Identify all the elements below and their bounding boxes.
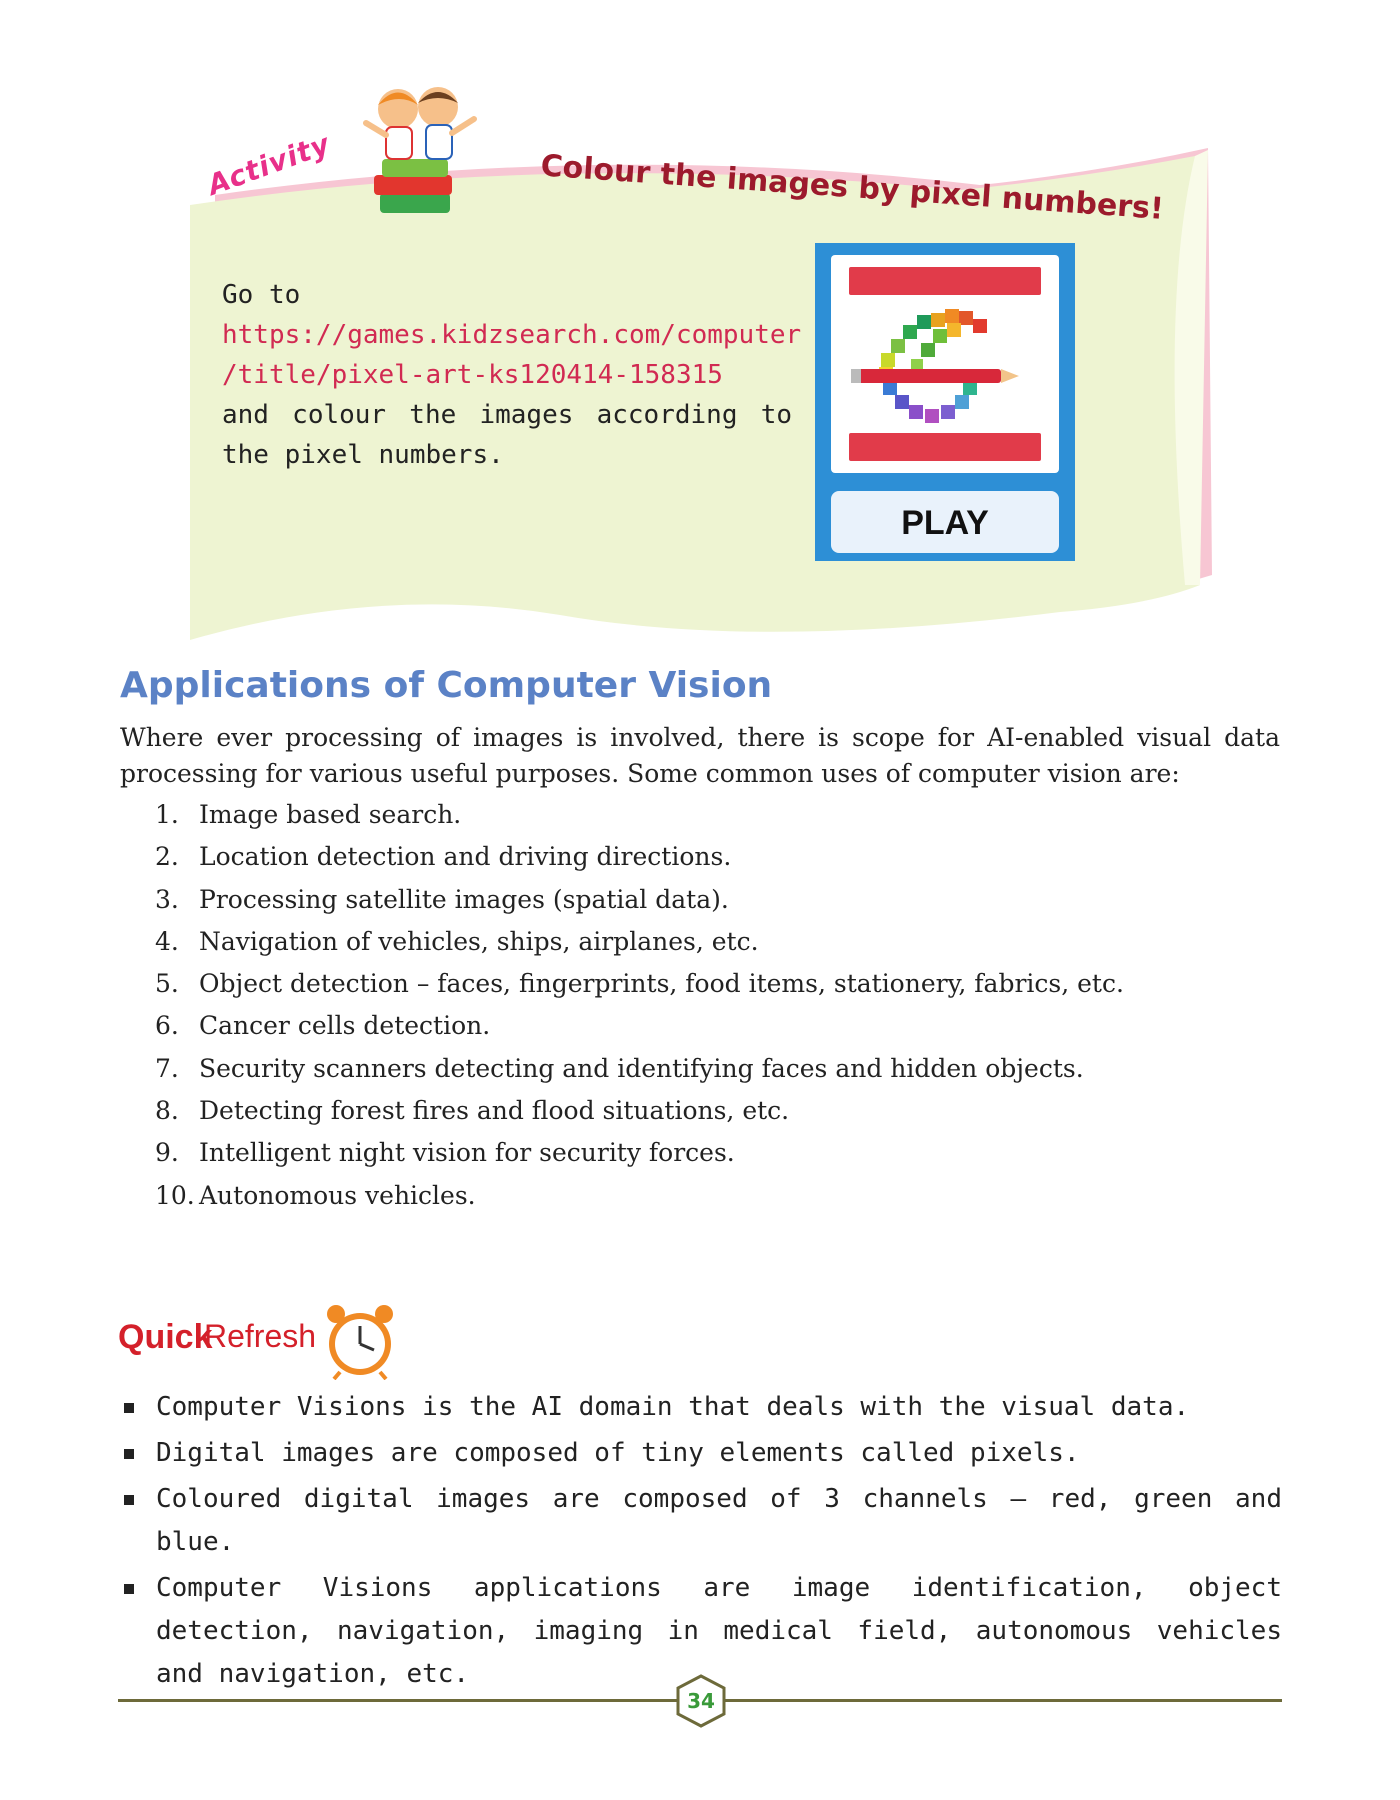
activity-intro: Go to xyxy=(222,280,301,310)
list-item: 4. Navigation of vehicles, ships, airplanes, etc. xyxy=(155,926,759,956)
activity-panel xyxy=(0,0,1400,660)
page-number: 34 xyxy=(687,1689,715,1713)
section-intro: Where ever processing of images is involved, there is scope for AI-enabled visual data processing for various useful purposes. Some common uses of computer vision are: xyxy=(120,723,1280,788)
list-item: Digital images are composed of tiny elements called pixels. xyxy=(120,1432,1282,1475)
activity-instruction-text: and colour the images according to the pixel numbers. xyxy=(222,400,792,470)
quick-refresh-regular: Refresh xyxy=(204,1318,317,1354)
list-item: 2. Location detection and driving directions. xyxy=(155,842,732,872)
footer-rule-right xyxy=(724,1699,1282,1702)
activity-url-line-2[interactable]: /title/pixel-art-ks120414-158315 xyxy=(222,360,723,390)
pixel-art-chameleon-icon xyxy=(851,299,1041,439)
list-item: Computer Visions applications are image identification, object detection, navigation, imaging in medical field, autonomous vehicles and navigation, etc. xyxy=(120,1567,1282,1696)
list-item: Coloured digital images are composed of 3 channels – red, green and blue. xyxy=(120,1478,1282,1564)
quick-refresh-list xyxy=(120,1386,1282,1699)
list-item: 9. Intelligent night vision for security forces. xyxy=(155,1138,735,1168)
list-item: Computer Visions is the AI domain that deals with the visual data. xyxy=(120,1386,1282,1429)
game-thumbnail-frame xyxy=(831,255,1059,473)
footer-rule-left xyxy=(118,1699,678,1702)
activity-instructions xyxy=(222,275,802,475)
list-item: 5. Object detection – faces, fingerprints, food items, stationery, fabrics, etc. xyxy=(155,969,1124,999)
play-button[interactable]: PLAY xyxy=(831,491,1059,553)
alarm-clock-icon xyxy=(318,1300,408,1380)
activity-url-line-1[interactable]: https://games.kidzsearch.com/computer xyxy=(222,320,802,350)
list-item: 8. Detecting forest fires and flood situations, etc. xyxy=(155,1096,790,1126)
kids-on-books-illustration xyxy=(360,75,480,225)
list-item: 1. Image based search. xyxy=(155,800,462,829)
list-item: 7. Security scanners detecting and identifying faces and hidden objects. xyxy=(155,1053,1084,1083)
activity-tag: Activity xyxy=(203,127,335,202)
applications-list xyxy=(155,794,1124,1217)
list-item: 10. Autonomous vehicles. xyxy=(155,1180,476,1210)
section-title: Applications of Computer Vision xyxy=(120,665,773,706)
game-bottom-bar xyxy=(849,433,1041,461)
list-item: 3. Processing satellite images (spatial data). xyxy=(155,884,729,914)
quick-refresh-bold: Quick xyxy=(118,1318,213,1356)
activity-title: Colour the images by pixel numbers! xyxy=(539,148,1165,227)
list-item: 6. Cancer cells detection. xyxy=(155,1011,491,1041)
game-thumbnail[interactable] xyxy=(815,243,1075,561)
game-top-bar xyxy=(849,267,1041,295)
